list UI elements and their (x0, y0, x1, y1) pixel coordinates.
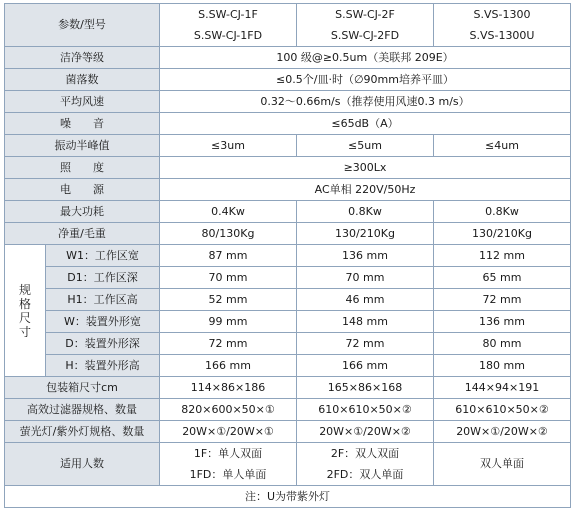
spec-table (4, 3, 571, 508)
model-cj1-line2: S.SW-CJ-1FD (193, 29, 263, 42)
dim-label-d1: D1：工作区深 (46, 267, 160, 289)
dim-w-value-1: 99 mm (160, 311, 297, 333)
dim-group-char-4: 寸 (18, 324, 31, 339)
max-power-label: 最大功耗 (5, 201, 160, 223)
weight-label: 净重/毛重 (5, 223, 160, 245)
vibration-value-3: ≤4um (434, 135, 571, 157)
dim-group-char-3: 尺 (18, 310, 31, 325)
lamp-value-2: 20W×①/20W×② (297, 421, 434, 443)
users-row (5, 443, 571, 486)
noise-value: ≤65dB（A） (160, 113, 571, 135)
dim-d-value-3: 80 mm (434, 333, 571, 355)
dim-group-char-1: 规 (18, 282, 31, 297)
dim-h1-value-2: 46 mm (297, 289, 434, 311)
dim-d1-value-1: 70 mm (160, 267, 297, 289)
power-row (5, 179, 571, 201)
noise-row (5, 113, 571, 135)
model-cj2-line1: S.SW-CJ-2F (335, 8, 395, 21)
note-row (5, 486, 571, 508)
model-cj1 (160, 4, 297, 47)
model-cj2 (297, 4, 434, 47)
lamp-value-3: 20W×①/20W×② (434, 421, 571, 443)
dim-d1-value-3: 65 mm (434, 267, 571, 289)
users-cj1 (160, 443, 297, 486)
filter-value-2: 610×610×50×② (297, 399, 434, 421)
cleanliness-label: 洁净等级 (5, 47, 160, 69)
users-vs: 双人单面 (434, 443, 571, 486)
cleanliness-row (5, 47, 571, 69)
model-vs (434, 4, 571, 47)
dim-row-w (5, 311, 571, 333)
dim-label-w1: W1：工作区宽 (46, 245, 160, 267)
illuminance-label: 照 度 (5, 157, 160, 179)
airspeed-value: 0.32～0.66m/s（推荐使用风速0.3 m/s） (160, 91, 571, 113)
users-cj2-line1: 2F：双人双面 (330, 447, 400, 460)
cleanliness-value: 100 级@≥0.5um（美联邦 209E） (160, 47, 571, 69)
users-label: 适用人数 (5, 443, 160, 486)
dim-w-value-3: 136 mm (434, 311, 571, 333)
vibration-row (5, 135, 571, 157)
colony-value: ≤0.5个/皿·时（∅90mm培养平皿） (160, 69, 571, 91)
packing-label: 包装箱尺寸cm (5, 377, 160, 399)
model-cj2-line2: S.SW-CJ-2FD (330, 29, 400, 42)
filter-row (5, 399, 571, 421)
dim-w1-value-3: 112 mm (434, 245, 571, 267)
header-row (5, 4, 571, 47)
power-label: 电 源 (5, 179, 160, 201)
model-cj1-line1: S.SW-CJ-1F (198, 8, 258, 21)
dim-d-value-2: 72 mm (297, 333, 434, 355)
model-vs-line1: S.VS-1300 (473, 8, 531, 21)
dim-label-w: W：装置外形宽 (46, 311, 160, 333)
dim-row-h1 (5, 289, 571, 311)
dim-row-w1 (5, 245, 571, 267)
packing-row (5, 377, 571, 399)
illuminance-row (5, 157, 571, 179)
param-model-label: 参数/型号 (5, 4, 160, 47)
dim-row-d (5, 333, 571, 355)
vibration-label: 振动半峰值 (5, 135, 160, 157)
colony-label: 菌落数 (5, 69, 160, 91)
dim-h1-value-1: 52 mm (160, 289, 297, 311)
max-power-value-3: 0.8Kw (434, 201, 571, 223)
dim-d-value-1: 72 mm (160, 333, 297, 355)
dim-row-d1 (5, 267, 571, 289)
filter-value-3: 610×610×50×② (434, 399, 571, 421)
noise-label: 噪 音 (5, 113, 160, 135)
airspeed-label: 平均风速 (5, 91, 160, 113)
packing-value-3: 144×94×191 (434, 377, 571, 399)
max-power-row (5, 201, 571, 223)
dim-label-h1: H1：工作区高 (46, 289, 160, 311)
footnote: 注：U为带紫外灯 (5, 486, 571, 508)
weight-value-3: 130/210Kg (434, 223, 571, 245)
users-cj1-line2: 1FD：单人单面 (189, 468, 267, 481)
weight-row (5, 223, 571, 245)
filter-label: 高效过滤器规格、数量 (5, 399, 160, 421)
dim-row-h (5, 355, 571, 377)
airspeed-row (5, 91, 571, 113)
dimensions-group-label (5, 245, 46, 377)
dim-h-value-3: 180 mm (434, 355, 571, 377)
vibration-value-2: ≤5um (297, 135, 434, 157)
illuminance-value: ≥300Lx (160, 157, 571, 179)
lamp-label: 萤光灯/紫外灯规格、数量 (5, 421, 160, 443)
dim-h1-value-3: 72 mm (434, 289, 571, 311)
dim-w1-value-2: 136 mm (297, 245, 434, 267)
packing-value-1: 114×86×186 (160, 377, 297, 399)
max-power-value-2: 0.8Kw (297, 201, 434, 223)
dim-h-value-1: 166 mm (160, 355, 297, 377)
packing-value-2: 165×86×168 (297, 377, 434, 399)
dim-h-value-2: 166 mm (297, 355, 434, 377)
lamp-row (5, 421, 571, 443)
users-cj2 (297, 443, 434, 486)
dim-group-char-2: 格 (18, 296, 31, 311)
lamp-value-1: 20W×①/20W×① (160, 421, 297, 443)
power-value: AC单相 220V/50Hz (160, 179, 571, 201)
users-cj2-line2: 2FD：双人单面 (326, 468, 404, 481)
model-vs-line2: S.VS-1300U (469, 29, 535, 42)
max-power-value-1: 0.4Kw (160, 201, 297, 223)
dim-d1-value-2: 70 mm (297, 267, 434, 289)
weight-value-1: 80/130Kg (160, 223, 297, 245)
colony-row (5, 69, 571, 91)
dim-label-h: H：装置外形高 (46, 355, 160, 377)
weight-value-2: 130/210Kg (297, 223, 434, 245)
dim-w-value-2: 148 mm (297, 311, 434, 333)
vibration-value-1: ≤3um (160, 135, 297, 157)
filter-value-1: 820×600×50×① (160, 399, 297, 421)
users-cj1-line1: 1F：单人双面 (193, 447, 263, 460)
dim-w1-value-1: 87 mm (160, 245, 297, 267)
dim-label-d: D：装置外形深 (46, 333, 160, 355)
